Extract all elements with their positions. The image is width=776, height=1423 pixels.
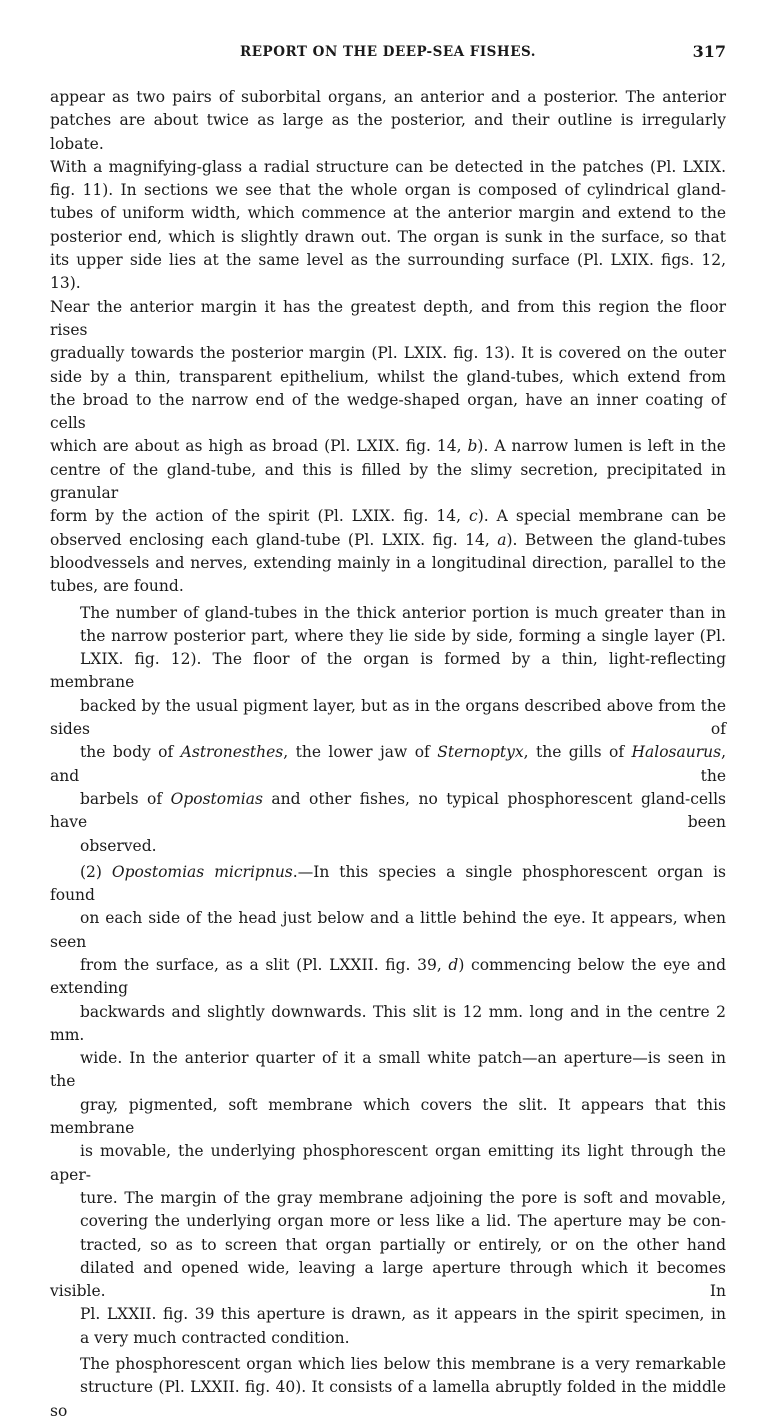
text-line: which are about as high as broad (Pl. LXIX. fig. 14, b). A narrow lumen is left in the xyxy=(50,437,726,456)
text-line: covering the underlying organ more or less like a lid. The aperture may be con- xyxy=(80,1212,726,1231)
body-text xyxy=(50,86,726,1423)
text-line: structure (Pl. LXXII. fig. 40). It consists of a lamella abruptly folded in the middle so xyxy=(50,1378,726,1420)
text-line: The phosphorescent organ which lies below this membrane is a very remarkable xyxy=(80,1355,726,1374)
text-line: the narrow posterior part, where they lie side by side, forming a single layer (Pl. xyxy=(80,626,726,645)
text-line: gray, pigmented, soft membrane which covers the slit. It appears that this membrane xyxy=(50,1095,726,1138)
text-line: side by a thin, transparent epithelium, whilst the gland-tubes, which extend from xyxy=(50,367,726,386)
text-line: fig. 11). In sections we see that the whole organ is composed of cylindrical gland- xyxy=(50,181,726,200)
text-line: a very much contracted condition. xyxy=(80,1328,350,1347)
text-line: Near the anterior margin it has the greatest depth, and from this region the floor rises xyxy=(50,297,726,339)
text-line: form by the action of the spirit (Pl. LXIX. fig. 14, c). A special membrane can be xyxy=(50,507,727,526)
paragraph-2 xyxy=(50,602,726,858)
text-line: posterior end, which is slightly drawn out. The organ is sunk in the surface, so that xyxy=(50,227,726,246)
text-line: tracted, so as to screen that organ partially or entirely, or on the other hand xyxy=(80,1235,726,1254)
text-line: the body of Astronesthes, the lower jaw of Sternoptyx, the gills of Halosaurus, and the xyxy=(50,743,726,785)
text-line: observed. xyxy=(80,836,157,855)
running-head: REPORT ON THE DEEP-SEA FISHES. xyxy=(240,44,536,60)
paragraph-3 xyxy=(50,861,726,1350)
text-line: centre of the gland-tube, and this is filled by the slimy secretion, precipitated in granular xyxy=(50,460,726,503)
text-line: tubes, are found. xyxy=(50,577,184,596)
text-line: backed by the usual pigment layer, but as in the organs described above from the sides of xyxy=(50,696,726,739)
text-line: dilated and opened wide, leaving a large aperture through which it becomes visible. In xyxy=(50,1258,726,1301)
text-line: is movable, the underlying phosphorescent organ emitting its light through the aper- xyxy=(50,1142,726,1184)
text-line: observed enclosing each gland-tube (Pl. LXIX. fig. 14, a). Between the gland-tubes xyxy=(50,530,726,549)
text-line: (2) Opostomias micripnus.—In this species a single phosphorescent organ is found xyxy=(50,862,726,905)
text-line: appear as two pairs of suborbital organs, an anterior and a posterior. The anterior xyxy=(50,88,726,106)
text-line: bloodvessels and nerves, extending mainly in a longitudinal direction, parallel to the xyxy=(50,553,726,572)
paragraph-1 xyxy=(50,86,726,599)
text-line: the broad to the narrow end of the wedge-shaped organ, have an inner coating of cells xyxy=(50,390,726,433)
text-line: With a magnifying-glass a radial structure can be detected in the patches (Pl. LXIX. xyxy=(50,157,726,176)
page-number: 317 xyxy=(692,42,726,61)
text-line: patches are about twice as large as the posterior, and their outline is irregularly lobate. xyxy=(50,111,726,153)
text-line: barbels of Opostomias and other fishes, no typical phosphorescent gland-cells have been xyxy=(50,789,726,832)
page-header xyxy=(50,44,726,66)
text-line: from the surface, as a slit (Pl. LXXII. fig. 39, d) commencing below the eye and extending xyxy=(50,955,726,998)
text-line: on each side of the head just below and a little behind the eye. It appears, when seen xyxy=(50,909,726,951)
text-line: gradually towards the posterior margin (Pl. LXIX. fig. 13). It is covered on the outer xyxy=(50,344,726,363)
text-line: Pl. LXXII. fig. 39 this aperture is drawn, as it appears in the spirit specimen, in xyxy=(80,1305,726,1324)
text-line: wide. In the anterior quarter of it a small white patch—an aperture—is seen in the xyxy=(50,1049,726,1091)
text-line: The number of gland-tubes in the thick anterior portion is much greater than in xyxy=(80,603,726,622)
text-line: backwards and slightly downwards. This slit is 12 mm. long and in the centre 2 mm. xyxy=(50,1002,726,1044)
text-line: its upper side lies at the same level as the surrounding surface (Pl. LXIX. figs. 12, 13). xyxy=(50,251,726,293)
text-line: tubes of uniform width, which commence at the anterior margin and extend to the xyxy=(50,204,726,223)
text-line: ture. The margin of the gray membrane adjoining the pore is soft and movable, xyxy=(80,1188,726,1207)
text-line: LXIX. fig. 12). The floor of the organ is formed by a thin, light-reflecting membrane xyxy=(50,650,726,692)
paragraph-4 xyxy=(50,1353,726,1423)
